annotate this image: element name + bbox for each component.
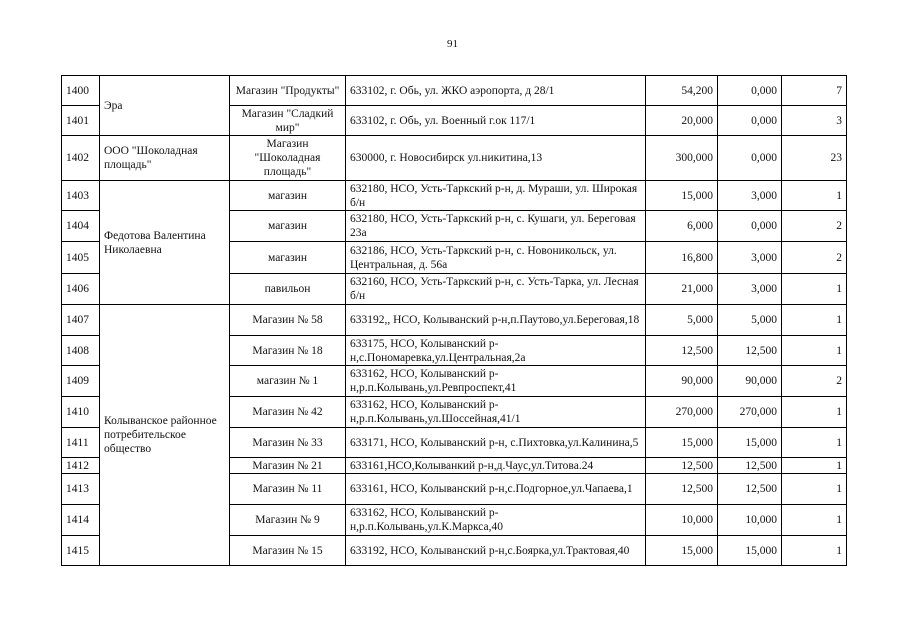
value-a: 6,000 xyxy=(646,211,718,242)
value-a: 90,000 xyxy=(646,366,718,397)
value-c: 7 xyxy=(782,76,847,106)
value-b: 0,000 xyxy=(718,136,782,181)
object-type: Магазин № 9 xyxy=(230,505,346,536)
row-number: 1409 xyxy=(62,366,100,397)
object-address: 633161,НСО,Колыванкий р-н,д.Чаус,ул.Титова.24 xyxy=(346,458,646,474)
row-number: 1401 xyxy=(62,106,100,136)
table-row xyxy=(62,181,847,211)
object-address: 630000, г. Новосибирск ул.никитина,13 xyxy=(346,136,646,181)
value-c: 23 xyxy=(782,136,847,181)
object-type: магазин xyxy=(230,211,346,242)
value-b: 3,000 xyxy=(718,242,782,274)
row-number: 1400 xyxy=(62,76,100,106)
row-number: 1404 xyxy=(62,211,100,242)
value-a: 16,800 xyxy=(646,242,718,274)
value-c: 1 xyxy=(782,458,847,474)
object-address: 633192,, НСО, Колыванский р-н,п.Паутово,ул.Береговая,18 xyxy=(346,305,646,336)
owner-name: Колыванское районное потребительское общество xyxy=(100,305,230,566)
object-type: магазин xyxy=(230,242,346,274)
object-type: Магазин № 42 xyxy=(230,397,346,428)
value-c: 3 xyxy=(782,106,847,136)
object-address: 633171, НСО, Колыванский р-н, с.Пихтовка,ул.Калинина,5 xyxy=(346,428,646,458)
object-type: Магазин № 11 xyxy=(230,474,346,505)
object-type: Магазин "Продукты" xyxy=(230,76,346,106)
value-a: 270,000 xyxy=(646,397,718,428)
value-b: 90,000 xyxy=(718,366,782,397)
value-b: 270,000 xyxy=(718,397,782,428)
row-number: 1415 xyxy=(62,536,100,566)
object-address: 632186, НСО, Усть-Таркский р-н, с. Новоникольск, ул. Центральная, д. 56а xyxy=(346,242,646,274)
value-c: 2 xyxy=(782,211,847,242)
value-c: 1 xyxy=(782,274,847,305)
value-b: 3,000 xyxy=(718,274,782,305)
row-number: 1407 xyxy=(62,305,100,336)
object-address: 633192, НСО, Колыванский р-н,с.Боярка,ул.Трактовая,40 xyxy=(346,536,646,566)
value-b: 0,000 xyxy=(718,76,782,106)
table-row xyxy=(62,136,847,181)
registry-table xyxy=(61,75,847,566)
object-address: 633162, НСО, Колыванский р-н,р.п.Колывань,ул.К.Маркса,40 xyxy=(346,505,646,536)
value-b: 15,000 xyxy=(718,428,782,458)
value-a: 15,000 xyxy=(646,536,718,566)
value-c: 1 xyxy=(782,505,847,536)
object-type: Магазин "Шоколадная площадь" xyxy=(230,136,346,181)
value-b: 3,000 xyxy=(718,181,782,211)
object-address: 633175, НСО, Колыванский р-н,с.Пономаревка,ул.Центральная,2а xyxy=(346,336,646,366)
value-a: 12,500 xyxy=(646,474,718,505)
value-b: 5,000 xyxy=(718,305,782,336)
value-a: 20,000 xyxy=(646,106,718,136)
value-a: 54,200 xyxy=(646,76,718,106)
owner-name: Федотова Валентина Николаевна xyxy=(100,181,230,305)
object-address: 633161, НСО, Колыванский р-н,с.Подгорное,ул.Чапаева,1 xyxy=(346,474,646,505)
table-row xyxy=(62,305,847,336)
value-a: 15,000 xyxy=(646,428,718,458)
value-c: 1 xyxy=(782,474,847,505)
value-c: 2 xyxy=(782,242,847,274)
object-type: Магазин № 18 xyxy=(230,336,346,366)
row-number: 1402 xyxy=(62,136,100,181)
object-address: 633162, НСО, Колыванский р-н,р.п.Колывань,ул.Шоссейная,41/1 xyxy=(346,397,646,428)
value-a: 12,500 xyxy=(646,336,718,366)
object-address: 633102, г. Обь, ул. ЖКО аэропорта, д 28/1 xyxy=(346,76,646,106)
row-number: 1411 xyxy=(62,428,100,458)
row-number: 1405 xyxy=(62,242,100,274)
value-c: 1 xyxy=(782,428,847,458)
value-a: 5,000 xyxy=(646,305,718,336)
object-type: магазин xyxy=(230,181,346,211)
object-type: Магазин № 58 xyxy=(230,305,346,336)
owner-name: ООО "Шоколадная площадь" xyxy=(100,136,230,181)
value-a: 10,000 xyxy=(646,505,718,536)
value-a: 15,000 xyxy=(646,181,718,211)
row-number: 1410 xyxy=(62,397,100,428)
value-b: 12,500 xyxy=(718,458,782,474)
object-type: магазин № 1 xyxy=(230,366,346,397)
value-b: 12,500 xyxy=(718,336,782,366)
object-type: Магазин "Сладкий мир" xyxy=(230,106,346,136)
row-number: 1412 xyxy=(62,458,100,474)
object-address: 632180, НСО, Усть-Таркский р-н, с. Кушаги, ул. Береговая 23а xyxy=(346,211,646,242)
object-address: 633102, г. Обь, ул. Военный г.ок 117/1 xyxy=(346,106,646,136)
page-number: 91 xyxy=(447,38,458,50)
value-b: 10,000 xyxy=(718,505,782,536)
owner-name: Эра xyxy=(100,76,230,136)
object-address: 633162, НСО, Колыванский р-н,р.п.Колывань,ул.Ревпроспект,41 xyxy=(346,366,646,397)
object-type: павильон xyxy=(230,274,346,305)
value-a: 300,000 xyxy=(646,136,718,181)
row-number: 1414 xyxy=(62,505,100,536)
row-number: 1413 xyxy=(62,474,100,505)
value-c: 1 xyxy=(782,305,847,336)
value-c: 1 xyxy=(782,181,847,211)
value-c: 2 xyxy=(782,366,847,397)
object-type: Магазин № 21 xyxy=(230,458,346,474)
object-address: 632160, НСО, Усть-Таркский р-н, с. Усть-Тарка, ул. Лесная б/н xyxy=(346,274,646,305)
value-c: 1 xyxy=(782,336,847,366)
value-a: 21,000 xyxy=(646,274,718,305)
object-address: 632180, НСО, Усть-Таркский р-н, д. Мураши, ул. Широкая б/н xyxy=(346,181,646,211)
value-b: 0,000 xyxy=(718,106,782,136)
value-c: 1 xyxy=(782,536,847,566)
row-number: 1403 xyxy=(62,181,100,211)
row-number: 1408 xyxy=(62,336,100,366)
value-c: 1 xyxy=(782,397,847,428)
object-type: Магазин № 33 xyxy=(230,428,346,458)
value-b: 0,000 xyxy=(718,211,782,242)
value-b: 12,500 xyxy=(718,474,782,505)
value-b: 15,000 xyxy=(718,536,782,566)
object-type: Магазин № 15 xyxy=(230,536,346,566)
row-number: 1406 xyxy=(62,274,100,305)
value-a: 12,500 xyxy=(646,458,718,474)
table-row xyxy=(62,76,847,106)
